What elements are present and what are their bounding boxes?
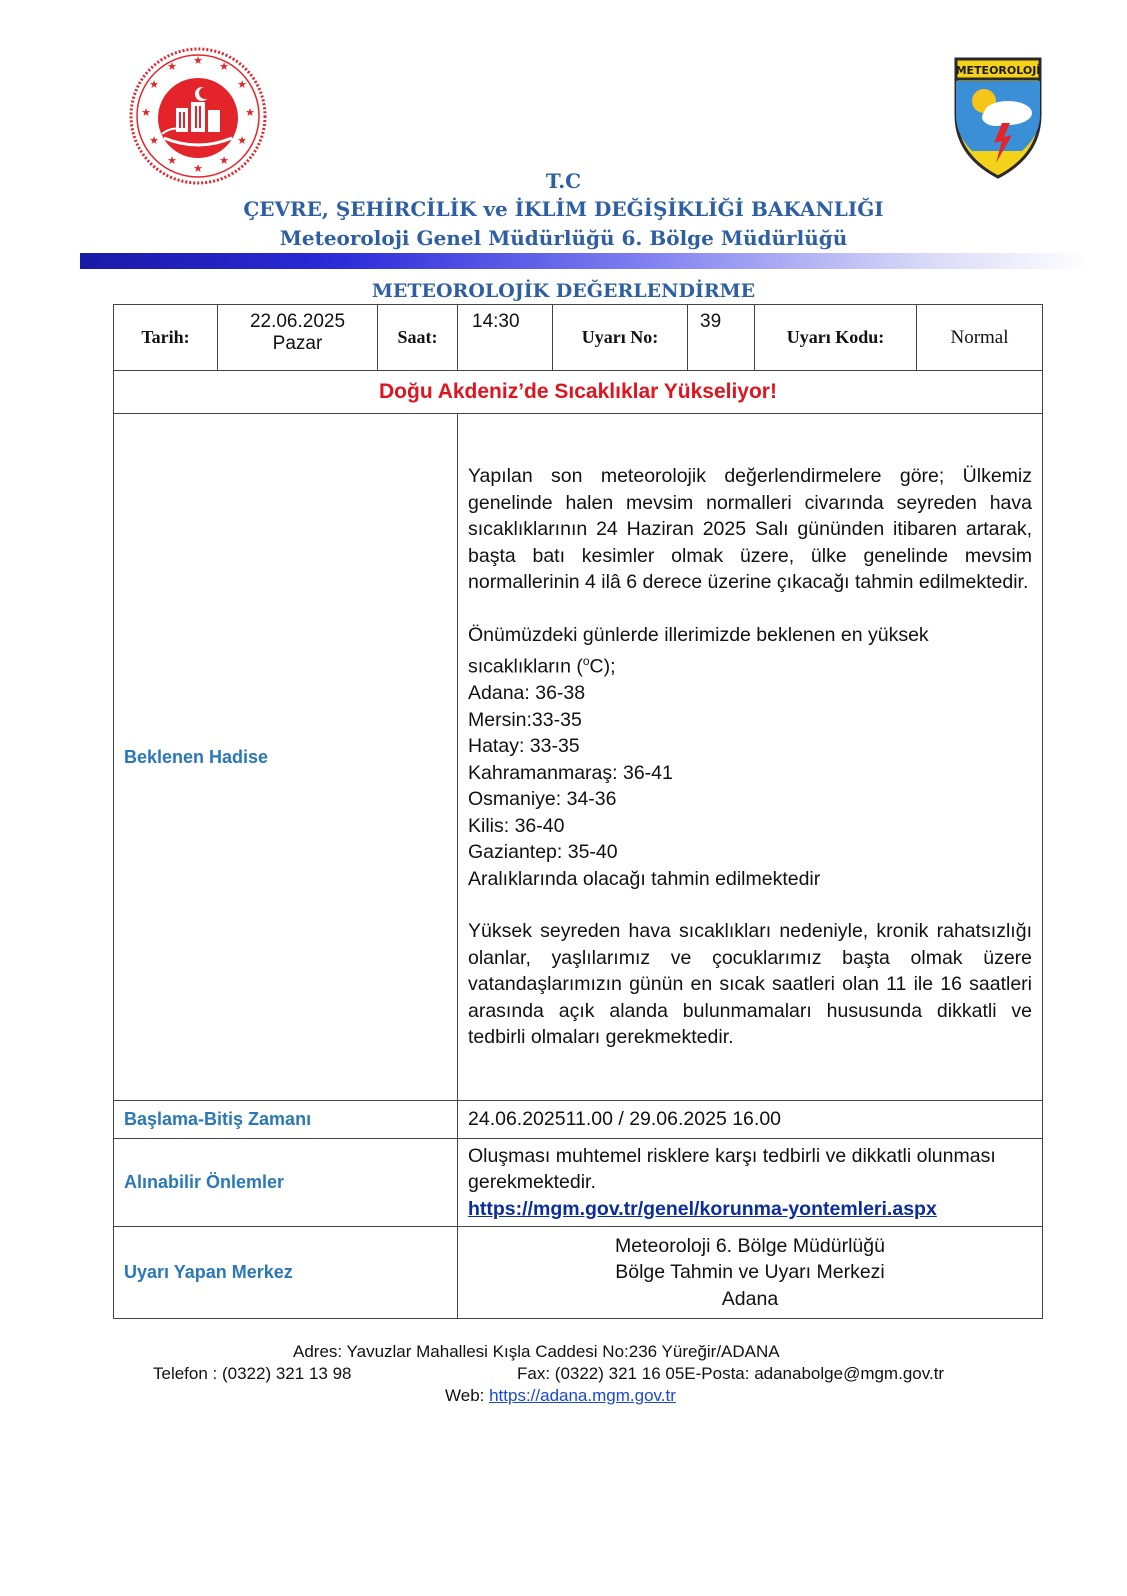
svg-text:★: ★ xyxy=(193,54,203,67)
date-label: Tarih: xyxy=(114,305,218,371)
event-content xyxy=(458,414,1043,1101)
center-line-2: Bölge Tahmin ve Uyarı Merkezi xyxy=(615,1261,885,1284)
center-label: Uyarı Yapan Merkez xyxy=(114,1227,458,1319)
svg-text:★: ★ xyxy=(237,134,247,147)
center-line-1: Meteoroloji 6. Bölge Müdürlüğü xyxy=(615,1234,885,1257)
footer-web xyxy=(445,1386,676,1406)
footer-fax-email: Fax: (0322) 321 16 05E-Posta: adanabolge@mgm.gov.tr xyxy=(517,1364,945,1383)
footer-address: Adres: Yavuzlar Mahallesi Kışla Caddesi No:236 Yüreğir/ADANA xyxy=(293,1342,780,1361)
measures-row xyxy=(114,1139,1043,1227)
svg-text:★: ★ xyxy=(219,60,229,73)
day-value: Pazar xyxy=(272,333,323,354)
event-intro: Önümüzdeki günlerde illerimizde beklenen en yüksek xyxy=(468,623,929,646)
svg-text:★: ★ xyxy=(149,134,159,147)
footer-web-link[interactable]: https://adana.mgm.gov.tr xyxy=(489,1386,676,1405)
meteorology-shield-logo xyxy=(952,55,1044,181)
date-cell xyxy=(218,305,378,371)
header-directorate: Meteoroloji Genel Müdürlüğü 6. Bölge Müdürlüğü xyxy=(279,226,848,250)
event-closing: Aralıklarında olacağı tahmin edilmektedir xyxy=(468,867,821,890)
city-list-item: Mersin:33-35 xyxy=(468,708,582,731)
city-list-item: Adana: 36-38 xyxy=(468,682,586,705)
warning-code-label: Uyarı Kodu: xyxy=(755,305,917,371)
time-value: 14:30 xyxy=(458,305,553,371)
period-label: Başlama-Bitiş Zamanı xyxy=(114,1101,458,1139)
header-ministry: ÇEVRE, ŞEHİRCİLİK ve İKLİM DEĞİŞİKLİĞİ BAKANLIĞI xyxy=(243,197,884,221)
header-gradient-band xyxy=(80,253,1090,269)
city-list-item: Osmaniye: 34-36 xyxy=(468,788,617,811)
event-paragraph-3: Yüksek seyreden hava sıcaklıkları nedeniyle, kronik rahatsızlığı olanlar, yaşlılarımız ve çocuklarımız başta olmak üzere vatandaşlarımızın günün en sıcak saatleri olan 11 ile 16 saatleri arasında açık alanda bulunmamaları hususunda dikkatli ve tedbirli olmaları gerekmektedir. xyxy=(468,920,1032,1049)
date-value: 22.06.2025 xyxy=(249,311,346,332)
meta-row xyxy=(114,305,1043,371)
city-list-item: Gaziantep: 35-40 xyxy=(468,841,618,864)
center-line-3: Adana xyxy=(721,1287,779,1310)
measures-label: Alınabilir Önlemler xyxy=(114,1139,458,1227)
logo-right-text: METEOROLOJİ xyxy=(955,64,1041,77)
warning-code-value: Normal xyxy=(917,305,1043,371)
svg-text:★: ★ xyxy=(245,106,255,119)
measures-link[interactable]: https://mgm.gov.tr/genel/korunma-yontemleri.aspx xyxy=(468,1197,937,1220)
headline-row xyxy=(114,371,1043,414)
svg-text:★: ★ xyxy=(141,106,151,119)
svg-text:★: ★ xyxy=(237,78,247,91)
center-content xyxy=(458,1227,1043,1319)
warning-table xyxy=(113,304,1043,1319)
event-intro-2-suffix: C); xyxy=(589,655,616,678)
event-intro-2-prefix: sıcaklıkların ( xyxy=(468,655,583,678)
city-list-item: Hatay: 33-35 xyxy=(468,735,580,758)
period-row xyxy=(114,1101,1043,1139)
time-label: Saat: xyxy=(378,305,458,371)
ministry-emblem-logo xyxy=(128,46,268,186)
city-list-item: Kilis: 36-40 xyxy=(468,814,565,837)
svg-text:★: ★ xyxy=(149,78,159,91)
svg-text:★: ★ xyxy=(167,154,177,167)
footer-web-label: Web: xyxy=(445,1386,490,1405)
svg-text:★: ★ xyxy=(193,162,203,175)
period-value: 24.06.202511.00 / 29.06.2025 16.00 xyxy=(458,1101,1043,1139)
headline: Doğu Akdeniz’de Sıcaklıklar Yükseliyor! xyxy=(114,371,1043,414)
city-list-item: Kahramanmaraş: 36-41 xyxy=(468,761,673,784)
event-row xyxy=(114,414,1043,1101)
warning-no-label: Uyarı No: xyxy=(553,305,688,371)
event-paragraph-1: Yapılan son meteorolojik değerlendirmelere göre; Ülkemiz genelinde halen mevsim normalleri civarında seyreden hava sıcaklıklarının 24 Haziran 2025 Salı gününden itibaren artarak, başta batı kesimler olmak üzere, ülke genelinde mevsim normallerinin 4 ilâ 6 derece üzerine çıkacağı tahmin edilmektedir. xyxy=(468,465,1032,594)
event-intro-2 xyxy=(468,648,1032,680)
event-label: Beklenen Hadise xyxy=(114,414,458,1101)
measures-content xyxy=(458,1139,1043,1227)
header-tc: T.C xyxy=(545,169,582,193)
center-row xyxy=(114,1227,1043,1319)
svg-text:★: ★ xyxy=(219,154,229,167)
measures-text: Oluşması muhtemel risklere karşı tedbirli ve dikkatli olunması gerekmektedir. xyxy=(468,1144,996,1194)
degree-sup: o xyxy=(582,654,590,669)
warning-no-value: 39 xyxy=(688,305,755,371)
footer-phone: Telefon : (0322) 321 13 98 xyxy=(153,1364,352,1383)
svg-text:★: ★ xyxy=(167,60,177,73)
document-title: METEOROLOJİK DEĞERLENDİRME xyxy=(371,280,756,302)
